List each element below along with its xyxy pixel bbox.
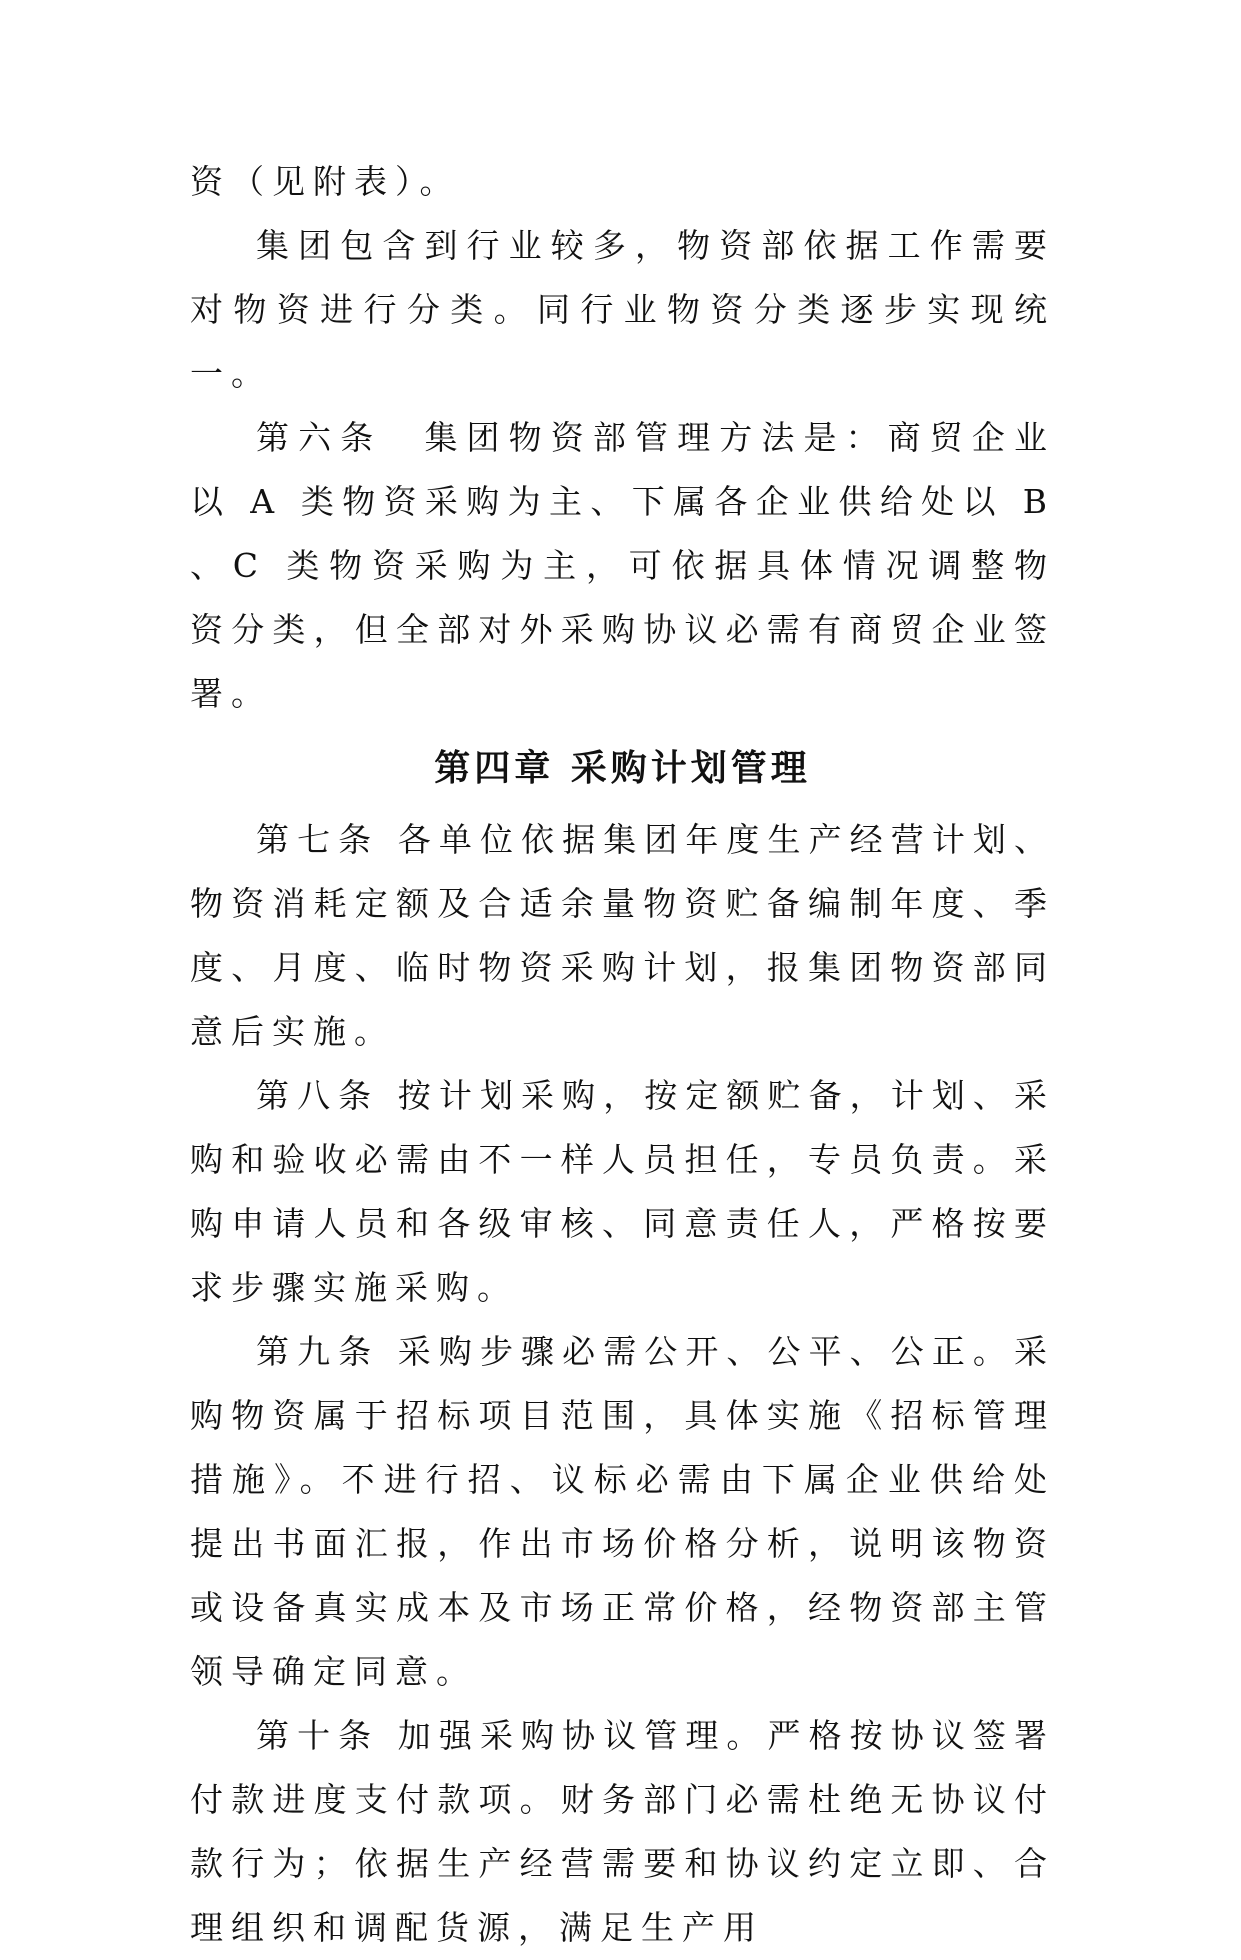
paragraph-article-10: 第十条 加强采购协议管理。严格按协议签署付款进度支付款项。财务部门必需杜绝无协议付款行为；依据生产经营需要和协议约定立即、合理组织和调配货源，满足生产用 xyxy=(190,1716,1055,1947)
paragraph-article-9: 第九条 采购步骤必需公开、公平、公正。采购物资属于招标项目范围，具体实施《招标管理措施》。不进行招、议标必需由下属企业供给处提出书面汇报，作出市场价格分析，说明该物资或设备真实成本及市场正常价格，经物资部主管领导确定同意。 xyxy=(190,1332,1055,1691)
paragraph-article-6: 第六条 集团物资部管理方法是：商贸企业以 A 类物资采购为主、下属各企业供给处以 B 、C 类物资采购为主，可依据具体情况调整物资分类，但全部对外采购协议必需有商贸企业签署。 xyxy=(190,418,1055,713)
paragraph-1: 资（见附表）。 xyxy=(190,162,461,201)
paragraph-article-8: 第八条 按计划采购，按定额贮备，计划、采购和验收必需由不一样人员担任，专员负责。采购申请人员和各级审核、同意责任人，严格按要求步骤实施采购。 xyxy=(190,1076,1055,1307)
document-body xyxy=(190,150,1055,1960)
paragraph-article-7: 第七条 各单位依据集团年度生产经营计划、物资消耗定额及合适余量物资贮备编制年度、季度、月度、临时物资采购计划，报集团物资部同意后实施。 xyxy=(190,820,1055,1051)
chapter-title: 第四章 采购计划管理 xyxy=(434,748,811,789)
paragraph-2: 集团包含到行业较多，物资部依据工作需要对物资进行分类。同行业物资分类逐步实现统一。 xyxy=(190,226,1055,393)
